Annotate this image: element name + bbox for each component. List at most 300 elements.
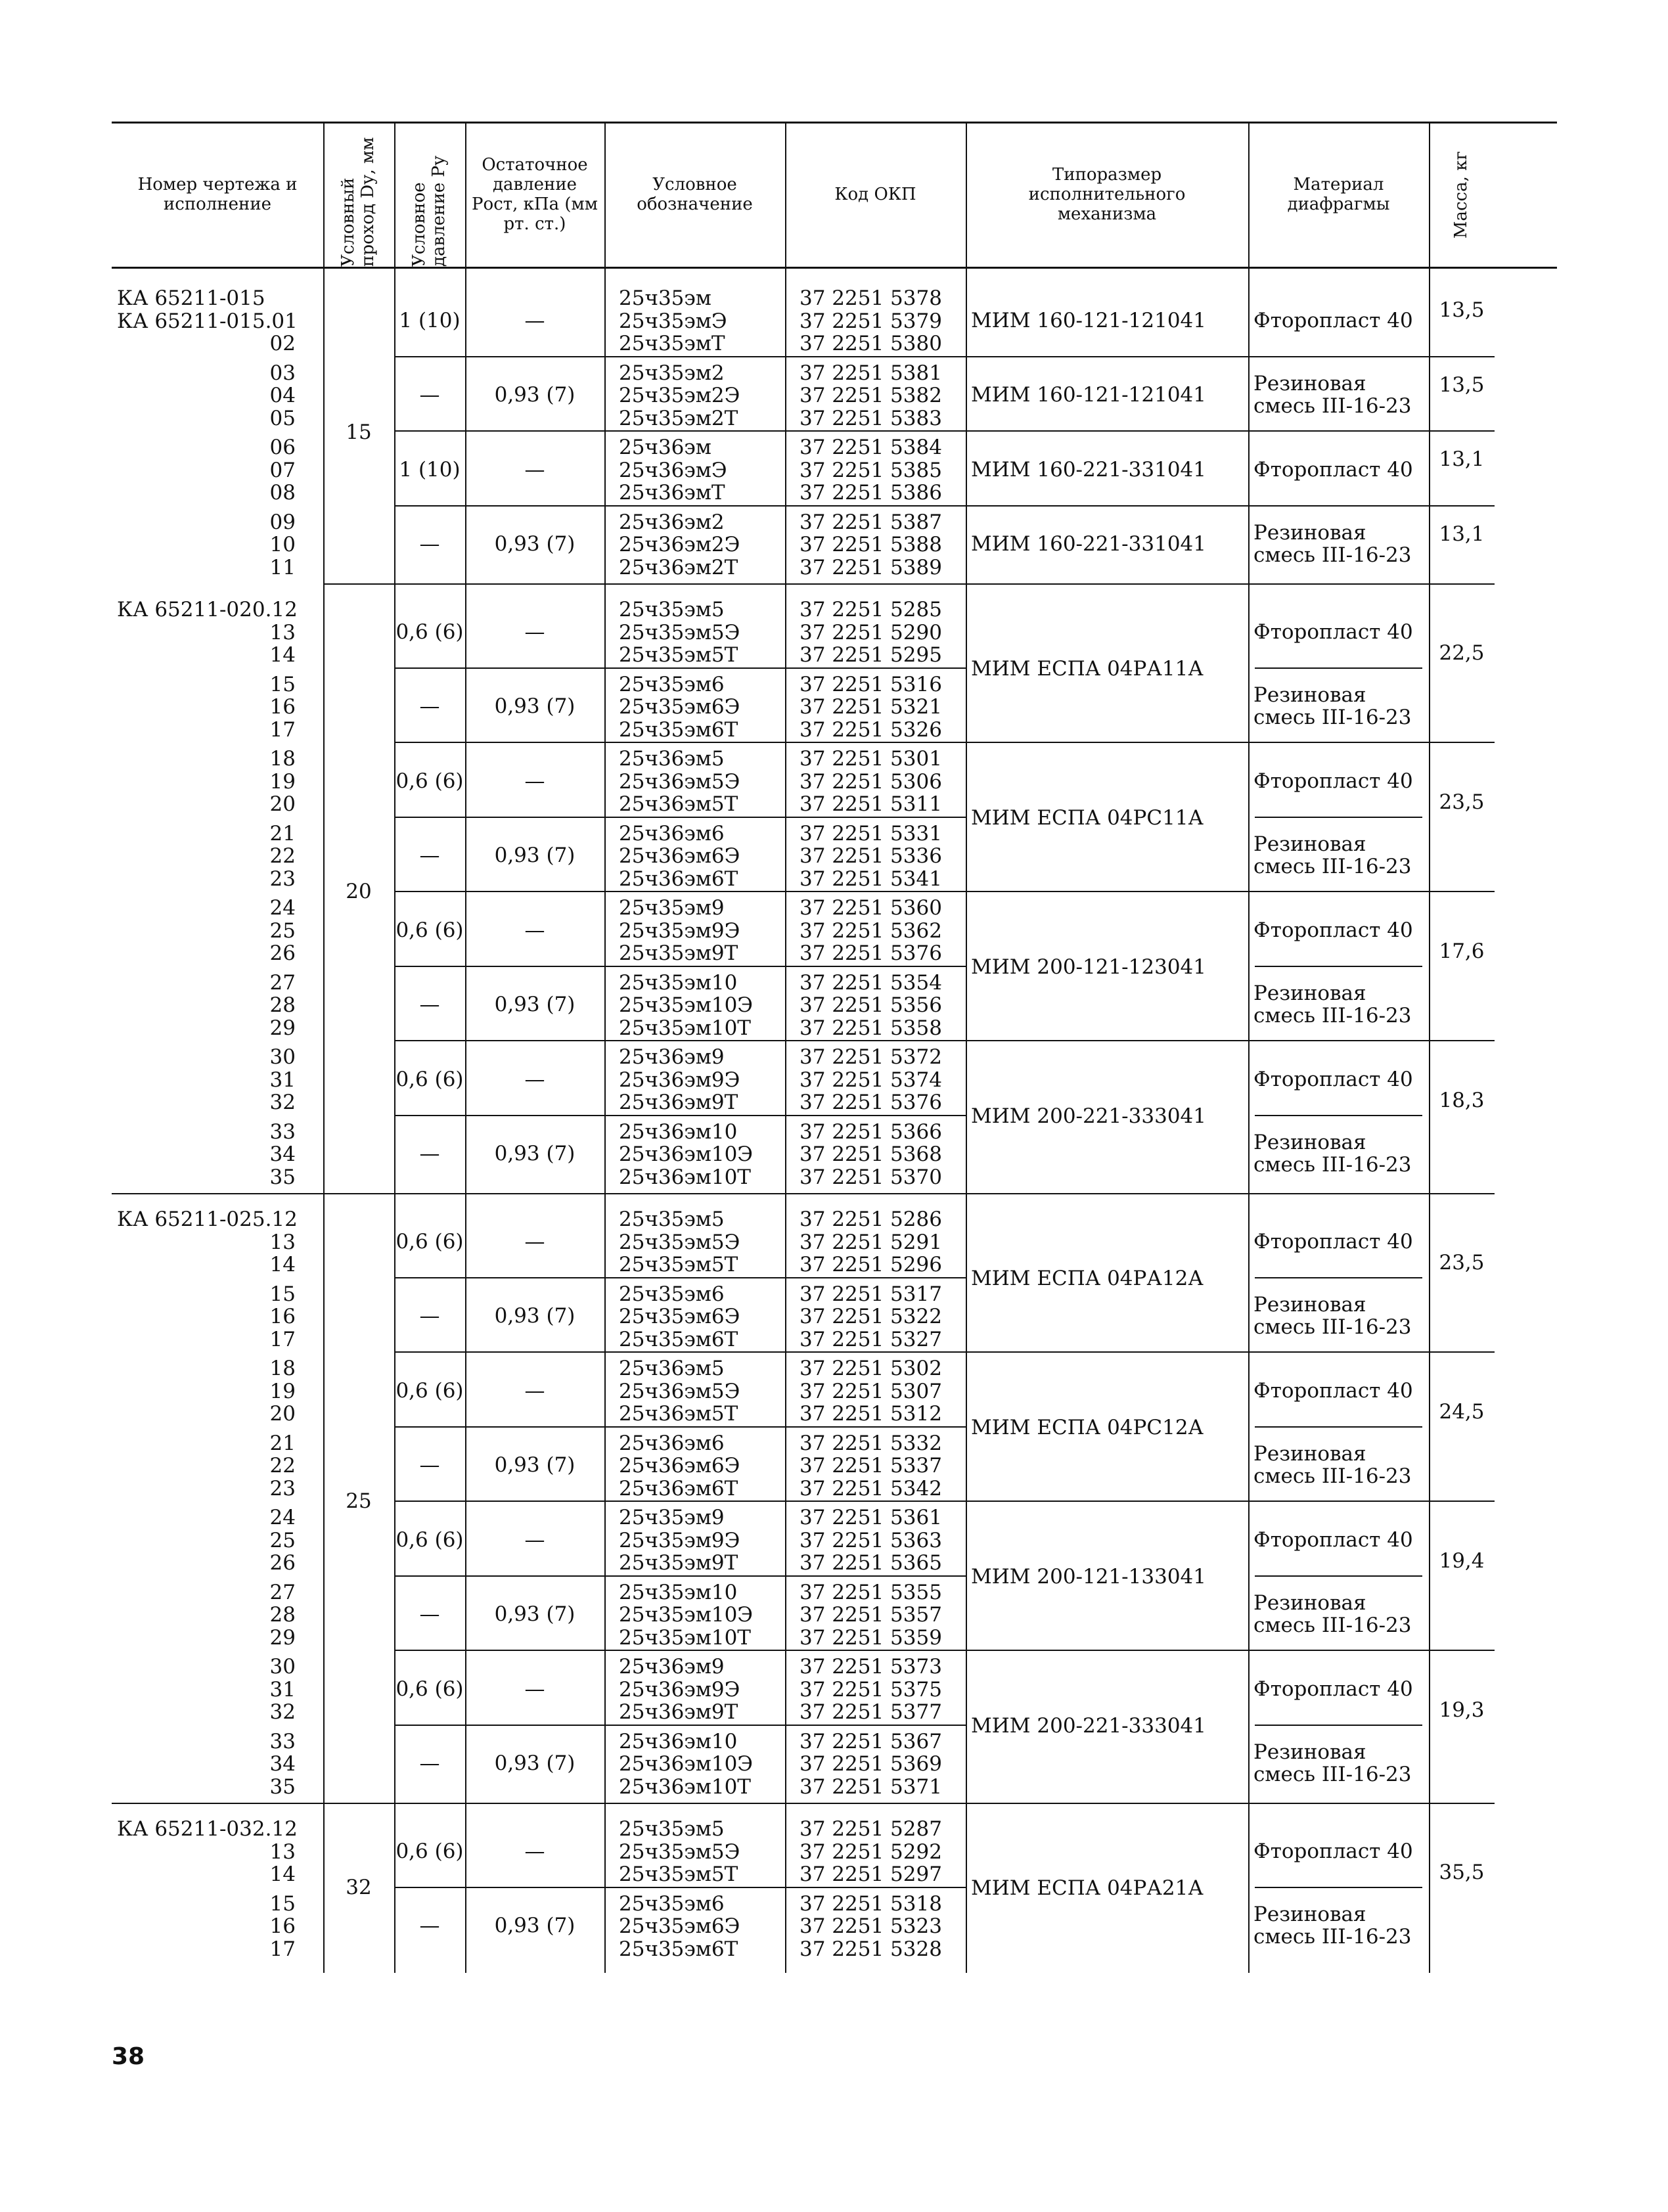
okp-code: 37 2251 5359 (800, 1625, 942, 1650)
residual-pressure-value: 0,93 (7) (494, 1602, 575, 1627)
mass-value: 23,5 (1439, 1250, 1485, 1275)
drawing-number: 07 (269, 458, 296, 482)
designation: 25ч36эм9 (619, 1045, 725, 1069)
row-rule (394, 966, 966, 967)
okp-code: 37 2251 5307 (800, 1379, 942, 1403)
drawing-number: 26 (269, 1551, 296, 1575)
designation: 25ч35эм9Т (619, 1551, 738, 1575)
okp-code: 37 2251 5381 (800, 361, 942, 385)
designation: 25ч35эм6Э (619, 695, 740, 719)
drawing-number: 06 (269, 436, 296, 459)
drawing-number: 09 (269, 510, 296, 534)
actuator-size: МИМ 160-221-331041 (971, 457, 1206, 482)
drawing-number: 26 (269, 941, 296, 965)
header-dn-text: Условный проход Dу, мм (338, 137, 378, 267)
drawing-number: 05 (269, 406, 296, 430)
designation: 25ч35эмТ (619, 332, 725, 355)
designation: 25ч36эм9Э (619, 1068, 740, 1092)
drawing-number: 30 (269, 1045, 296, 1069)
drawing-number: 25 (269, 918, 296, 943)
mass-value: 13,1 (1439, 522, 1485, 546)
designation: 25ч35эм5 (619, 598, 725, 621)
pressure-value: 1 (10) (399, 308, 461, 332)
column-rule (1429, 124, 1430, 267)
pressure-value: — (419, 1914, 440, 1938)
pressure-value: — (419, 1304, 440, 1328)
pressure-value: — (419, 1751, 440, 1776)
drawing-number: 16 (269, 1305, 296, 1328)
okp-code: 37 2251 5361 (800, 1506, 942, 1529)
residual-pressure-value: 0,93 (7) (494, 844, 575, 868)
okp-code: 37 2251 5362 (800, 918, 942, 943)
okp-code: 37 2251 5302 (800, 1357, 942, 1380)
drawing-number: 24 (269, 896, 296, 920)
residual-pressure-value: 0,93 (7) (494, 993, 575, 1017)
designation: 25ч36эм10 (619, 1119, 738, 1144)
okp-code: 37 2251 5357 (800, 1603, 942, 1627)
pressure-value: — (419, 844, 440, 868)
pressure-value: 1 (10) (399, 457, 461, 482)
mass-value: 19,4 (1439, 1548, 1485, 1573)
designation: 25ч36эм9Э (619, 1677, 740, 1702)
row-rule (1255, 966, 1422, 967)
nominal-diameter: 25 (346, 1489, 372, 1513)
residual-pressure-value: — (524, 1839, 545, 1863)
pressure-value: 0,6 (6) (395, 769, 464, 793)
okp-code: 37 2251 5326 (800, 717, 942, 742)
designation: 25ч35эм5Т (619, 643, 738, 667)
designation: 25ч36эм10 (619, 1729, 738, 1753)
drawing-number: 18 (269, 1357, 296, 1380)
residual-pressure-value: — (524, 308, 545, 332)
okp-code: 37 2251 5316 (800, 672, 942, 696)
column-rule (966, 124, 967, 267)
mass-value: 13,1 (1439, 447, 1485, 471)
diaphragm-material: Резиновая смесь III-16-23 (1253, 1591, 1412, 1638)
header-residual (465, 124, 604, 267)
okp-code: 37 2251 5375 (800, 1677, 942, 1702)
okp-code: 37 2251 5323 (800, 1914, 942, 1938)
okp-code: 37 2251 5382 (800, 384, 942, 407)
drawing-number: 30 (269, 1655, 296, 1679)
row-rule (394, 356, 1495, 357)
row-rule (394, 1351, 1495, 1353)
designation: 25ч35эм6 (619, 672, 725, 696)
diaphragm-material: Фторопласт 40 (1253, 1229, 1413, 1253)
drawing-number: 35 (269, 1165, 296, 1189)
mass-value: 22,5 (1439, 641, 1485, 665)
diaphragm-material: Фторопласт 40 (1253, 769, 1413, 793)
mass-value: 13,5 (1439, 372, 1485, 397)
okp-code: 37 2251 5386 (800, 481, 942, 505)
designation: 25ч36эм5 (619, 1357, 725, 1380)
okp-code: 37 2251 5297 (800, 1862, 942, 1886)
designation: 25ч36эм6 (619, 821, 725, 846)
drawing-number: 20 (269, 1402, 296, 1426)
okp-code: 37 2251 5372 (800, 1045, 942, 1069)
row-rule (394, 667, 966, 669)
designation: 25ч35эм2Т (619, 406, 738, 430)
okp-code: 37 2251 5332 (800, 1431, 942, 1455)
designation: 25ч36эм10Э (619, 1142, 754, 1166)
row-rule (394, 430, 1495, 432)
diaphragm-material: Фторопласт 40 (1253, 1677, 1413, 1701)
column-rule (1429, 267, 1430, 1973)
row-rule (394, 891, 1495, 892)
okp-code: 37 2251 5291 (800, 1230, 942, 1254)
residual-pressure-value: — (524, 620, 545, 644)
diaphragm-material: Резиновая смесь III-16-23 (1253, 1442, 1412, 1489)
designation: 25ч35эм6 (619, 1282, 725, 1306)
pressure-value: — (419, 1602, 440, 1627)
row-rule (1255, 817, 1422, 818)
residual-pressure-value: 0,93 (7) (494, 1751, 575, 1776)
drawing-number: 14 (269, 1862, 296, 1886)
drawing-number: 17 (269, 1327, 296, 1351)
designation: 25ч35эм2Э (619, 384, 740, 407)
diaphragm-material: Фторопласт 40 (1253, 1378, 1413, 1403)
column-rule (323, 267, 325, 1973)
designation: 25ч35эм10Т (619, 1016, 751, 1040)
designation: 25ч36эм2Т (619, 555, 738, 579)
okp-code: 37 2251 5290 (800, 620, 942, 644)
drawing-number: 14 (269, 1253, 296, 1276)
drawing-number: 28 (269, 993, 296, 1017)
designation: 25ч35эм6Э (619, 1914, 740, 1938)
header-dn (323, 124, 394, 267)
column-rule (604, 124, 606, 267)
okp-code: 37 2251 5369 (800, 1752, 942, 1776)
pressure-value: — (419, 993, 440, 1017)
row-rule (394, 1426, 966, 1428)
drawing-number: 28 (269, 1603, 296, 1627)
row-rule (1255, 1426, 1422, 1428)
drawing-number: 33 (269, 1729, 296, 1753)
designation: 25ч35эм5Т (619, 1862, 738, 1886)
drawing-number: 29 (269, 1625, 296, 1650)
drawing-number: 08 (269, 481, 296, 505)
okp-code: 37 2251 5285 (800, 598, 942, 621)
row-rule (394, 1040, 1495, 1041)
drawing-number: 31 (269, 1068, 296, 1092)
okp-code: 37 2251 5385 (800, 458, 942, 482)
designation: 25ч35эм10Т (619, 1625, 751, 1650)
actuator-size: МИМ 160-121-121041 (971, 383, 1206, 407)
designation: 25ч35эм9 (619, 896, 725, 920)
drawing-number: КА 65211-032.12 (117, 1817, 298, 1841)
designation: 25ч36эм9 (619, 1655, 725, 1679)
header-material-text: Материал диафрагмы (1287, 175, 1390, 214)
drawing-number: 31 (269, 1677, 296, 1702)
nominal-diameter: 15 (346, 420, 372, 444)
drawing-number: КА 65211-020.12 (117, 598, 298, 621)
drawing-number: 19 (269, 1379, 296, 1403)
drawing-number: 23 (269, 867, 296, 891)
okp-code: 37 2251 5312 (800, 1402, 942, 1426)
row-rule (394, 1277, 966, 1278)
drawing-number: 35 (269, 1774, 296, 1799)
drawing-number: 17 (269, 717, 296, 742)
actuator-size: МИМ ЕСПА 04РС12А (971, 1416, 1204, 1440)
drawing-number: 14 (269, 643, 296, 667)
designation: 25ч36эм5Э (619, 1379, 740, 1403)
residual-pressure-value: — (524, 1229, 545, 1253)
pressure-value: 0,6 (6) (395, 1378, 464, 1403)
okp-code: 37 2251 5311 (800, 792, 942, 816)
row-rule (1255, 1575, 1422, 1577)
okp-code: 37 2251 5292 (800, 1840, 942, 1864)
designation: 25ч36эм6Т (619, 1476, 738, 1501)
okp-code: 37 2251 5355 (800, 1580, 942, 1604)
designation: 25ч36эм10Т (619, 1165, 751, 1189)
designation: 25ч35эм10 (619, 970, 738, 995)
okp-code: 37 2251 5366 (800, 1119, 942, 1144)
designation: 25ч36эм6Э (619, 1454, 740, 1478)
designation: 25ч35эм5 (619, 1817, 725, 1841)
drawing-number: 27 (269, 970, 296, 995)
okp-code: 37 2251 5321 (800, 695, 942, 719)
pressure-value: — (419, 383, 440, 407)
row-rule (394, 1887, 966, 1888)
residual-pressure-value: — (524, 1378, 545, 1403)
header-actuator (966, 124, 1248, 267)
drawing-number: 22 (269, 844, 296, 868)
designation: 25ч35эм6Т (619, 1327, 738, 1351)
okp-code: 37 2251 5389 (800, 555, 942, 579)
designation: 25ч35эм9Э (619, 918, 740, 943)
drawing-number: 13 (269, 1230, 296, 1254)
actuator-size: МИМ 200-121-133041 (971, 1565, 1206, 1589)
designation: 25ч35эм6Э (619, 1305, 740, 1328)
row-rule (394, 1115, 966, 1116)
diaphragm-material: Фторопласт 40 (1253, 457, 1413, 482)
drawing-number: 19 (269, 769, 296, 794)
designation: 25ч35эм5Э (619, 1230, 740, 1254)
residual-pressure-value: 0,93 (7) (494, 1453, 575, 1478)
okp-code: 37 2251 5373 (800, 1655, 942, 1679)
okp-code: 37 2251 5354 (800, 970, 942, 995)
drawing-number: 25 (269, 1528, 296, 1552)
designation: 25ч36эмТ (619, 481, 725, 505)
designation: 25ч36эм5Т (619, 1402, 738, 1426)
okp-code: 37 2251 5360 (800, 896, 942, 920)
okp-code: 37 2251 5363 (800, 1528, 942, 1552)
row-rule (1255, 1887, 1422, 1888)
header-okp (785, 124, 966, 267)
header-designation-text: Условное обозначение (637, 175, 753, 214)
actuator-size: МИМ ЕСПА 04РА11А (971, 657, 1204, 681)
designation: 25ч36эм6 (619, 1431, 725, 1455)
drawing-number: 32 (269, 1700, 296, 1724)
column-rule (465, 267, 466, 1973)
diaphragm-material: Резиновая смесь III-16-23 (1253, 982, 1412, 1028)
row-rule (1255, 667, 1422, 669)
actuator-size: МИМ 160-121-121041 (971, 308, 1206, 332)
column-rule (785, 267, 786, 1973)
designation: 25ч36эм10Т (619, 1774, 751, 1799)
designation: 25ч36эм10Э (619, 1752, 754, 1776)
designation: 25ч35эм5Э (619, 620, 740, 644)
diaphragm-material: Фторопласт 40 (1253, 1067, 1413, 1091)
okp-code: 37 2251 5378 (800, 286, 942, 310)
residual-pressure-value: — (524, 1067, 545, 1091)
okp-code: 37 2251 5286 (800, 1208, 942, 1231)
diaphragm-material: Фторопласт 40 (1253, 1527, 1413, 1552)
residual-pressure-value: — (524, 769, 545, 793)
diaphragm-material: Фторопласт 40 (1253, 308, 1413, 332)
residual-pressure-value: — (524, 1677, 545, 1701)
drawing-number: 22 (269, 1454, 296, 1478)
designation: 25ч36эм9Т (619, 1091, 738, 1114)
drawing-number: 15 (269, 1282, 296, 1306)
column-rule (465, 124, 466, 267)
okp-code: 37 2251 5367 (800, 1729, 942, 1753)
pressure-value: 0,6 (6) (395, 1677, 464, 1701)
row-rule (394, 1650, 1495, 1651)
mass-value: 13,5 (1439, 298, 1485, 322)
drawing-number: 32 (269, 1091, 296, 1114)
table-header (112, 124, 1557, 269)
header-drawing-text: Номер чертежа и исполнение (137, 175, 298, 214)
mass-value: 35,5 (1439, 1860, 1485, 1884)
nominal-diameter: 32 (346, 1875, 372, 1899)
okp-code: 37 2251 5327 (800, 1327, 942, 1351)
diaphragm-material: Фторопласт 40 (1253, 1839, 1413, 1863)
actuator-size: МИМ 160-221-331041 (971, 532, 1206, 556)
diaphragm-material: Резиновая смесь III-16-23 (1253, 1131, 1412, 1177)
row-rule (394, 1501, 1495, 1502)
pressure-value: — (419, 1142, 440, 1166)
okp-code: 37 2251 5384 (800, 436, 942, 459)
header-actuator-text: Типоразмер исполнительного механизма (1028, 165, 1186, 224)
designation: 25ч35эм10 (619, 1580, 738, 1604)
group-rule (325, 583, 1495, 585)
diaphragm-material: Резиновая смесь III-16-23 (1253, 832, 1412, 879)
actuator-size: МИМ 200-221-333041 (971, 1104, 1206, 1129)
residual-pressure-value: — (524, 457, 545, 482)
drawing-number: КА 65211-015 (117, 286, 265, 310)
okp-code: 37 2251 5331 (800, 821, 942, 846)
row-rule (394, 742, 1495, 743)
okp-code: 37 2251 5379 (800, 309, 942, 333)
residual-pressure-value: 0,93 (7) (494, 694, 575, 719)
okp-code: 37 2251 5336 (800, 844, 942, 868)
actuator-size: МИМ ЕСПА 04РС11А (971, 806, 1204, 830)
okp-code: 37 2251 5376 (800, 1091, 942, 1114)
header-okp-text: Код ОКП (834, 185, 916, 205)
mass-value: 19,3 (1439, 1698, 1485, 1722)
okp-code: 37 2251 5322 (800, 1305, 942, 1328)
designation: 25ч36эм2Э (619, 533, 740, 556)
designation: 25ч36эм5Т (619, 792, 738, 816)
diaphragm-material: Фторопласт 40 (1253, 918, 1413, 942)
okp-code: 37 2251 5337 (800, 1454, 942, 1478)
pressure-value: 0,6 (6) (395, 1229, 464, 1253)
pressure-value: 0,6 (6) (395, 1839, 464, 1863)
designation: 25ч35эм5 (619, 1208, 725, 1231)
designation: 25ч35эм6Т (619, 717, 738, 742)
designation: 25ч35эм6 (619, 1891, 725, 1916)
okp-code: 37 2251 5387 (800, 510, 942, 534)
drawing-number: 02 (269, 332, 296, 355)
mass-value: 17,6 (1439, 939, 1485, 963)
drawing-number: 10 (269, 533, 296, 556)
actuator-size: МИМ ЕСПА 04РА21А (971, 1876, 1204, 1901)
designation: 25ч35эм2 (619, 361, 725, 385)
designation: 25ч35эм5Т (619, 1253, 738, 1276)
drawing-number: 16 (269, 1914, 296, 1938)
okp-code: 37 2251 5380 (800, 332, 942, 355)
drawing-number: КА 65211-015.01 (117, 309, 298, 333)
pressure-value: 0,6 (6) (395, 918, 464, 942)
drawing-number: КА 65211-025.12 (117, 1208, 298, 1231)
diaphragm-material: Резиновая смесь III-16-23 (1253, 521, 1412, 568)
drawing-number: 20 (269, 792, 296, 816)
okp-code: 37 2251 5376 (800, 941, 942, 965)
nominal-diameter: 20 (346, 880, 372, 903)
header-drawing (112, 124, 323, 267)
page-number: 38 (112, 2043, 145, 2070)
designation: 25ч35эм5Э (619, 1840, 740, 1864)
row-rule (394, 1575, 966, 1577)
designation: 25ч36эм6Т (619, 867, 738, 891)
actuator-size: МИМ 200-221-333041 (971, 1714, 1206, 1738)
diaphragm-material: Резиновая смесь III-16-23 (1253, 1293, 1412, 1340)
drawing-number: 33 (269, 1119, 296, 1144)
column-rule (394, 267, 395, 1973)
designation: 25ч35эм9Т (619, 941, 738, 965)
designation: 25ч35эм9 (619, 1506, 725, 1529)
okp-code: 37 2251 5317 (800, 1282, 942, 1306)
designation: 25ч36эмЭ (619, 458, 727, 482)
pressure-value: 0,6 (6) (395, 1067, 464, 1091)
group-rule (112, 1193, 1495, 1194)
drawing-number: 21 (269, 1431, 296, 1455)
residual-pressure-value: 0,93 (7) (494, 1914, 575, 1938)
designation: 25ч35эмЭ (619, 309, 727, 333)
column-rule (785, 124, 786, 267)
designation: 25ч36эм (619, 436, 711, 459)
okp-code: 37 2251 5388 (800, 533, 942, 556)
column-rule (1248, 124, 1250, 267)
okp-code: 37 2251 5383 (800, 406, 942, 430)
okp-code: 37 2251 5318 (800, 1891, 942, 1916)
residual-pressure-value: 0,93 (7) (494, 532, 575, 556)
designation: 25ч36эм5Э (619, 769, 740, 794)
designation: 25ч35эм10Э (619, 1603, 754, 1627)
drawing-number: 03 (269, 361, 296, 385)
okp-code: 37 2251 5365 (800, 1551, 942, 1575)
row-rule (1255, 1725, 1422, 1726)
designation: 25ч36эм9Т (619, 1700, 738, 1724)
header-pn (394, 124, 465, 267)
mass-value: 24,5 (1439, 1399, 1485, 1424)
okp-code: 37 2251 5356 (800, 993, 942, 1017)
okp-code: 37 2251 5371 (800, 1774, 942, 1799)
drawing-number: 21 (269, 821, 296, 846)
pressure-value: 0,6 (6) (395, 1527, 464, 1552)
okp-code: 37 2251 5296 (800, 1253, 942, 1276)
row-rule (394, 1725, 966, 1726)
drawing-number: 17 (269, 1937, 296, 1961)
designation: 25ч35эм (619, 286, 711, 310)
header-residual-text: Остаточное давление Pост, кПа (мм рт. ст.) (472, 155, 598, 234)
diaphragm-material: Резиновая смесь III-16-23 (1253, 1740, 1412, 1787)
row-rule (394, 817, 966, 818)
row-rule (394, 505, 1495, 507)
designation: 25ч35эм6Т (619, 1937, 738, 1961)
residual-pressure-value: 0,93 (7) (494, 1304, 575, 1328)
